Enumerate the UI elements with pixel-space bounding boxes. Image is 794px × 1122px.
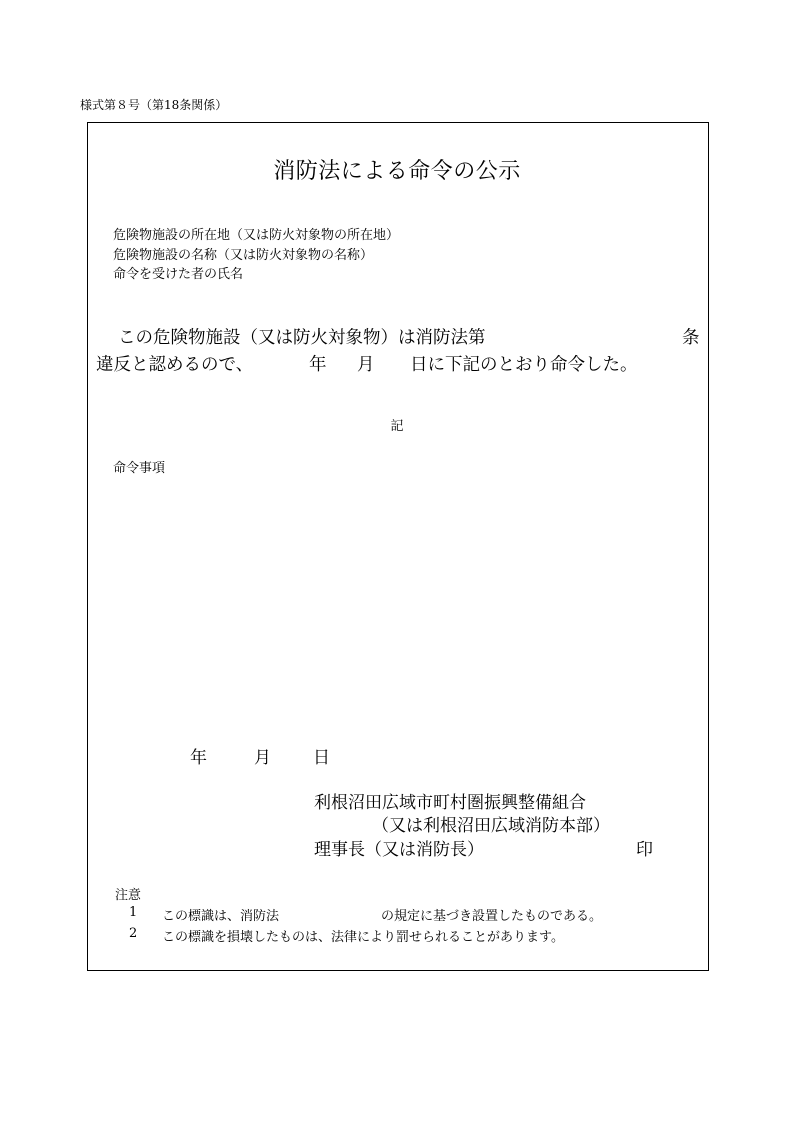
body-line2-year: 年: [309, 355, 327, 375]
body-line1-article: 条: [682, 328, 700, 348]
note-text: この標識を損壊したものは、法律により罰せられることがあります。: [162, 930, 564, 945]
date-month: 月: [254, 748, 271, 768]
ki-marker: 記: [390, 419, 404, 434]
notes-heading: 注意: [115, 888, 142, 903]
form-number: 様式第８号（第18条関係）: [80, 98, 228, 112]
field-name-label: 危険物施設の名称（又は防火対象物の名称）: [113, 248, 374, 263]
date-year: 年: [190, 748, 207, 768]
issuer-organization: 利根沼田広域市町村圏振興整備組合: [314, 793, 586, 813]
date-day: 日: [313, 748, 330, 768]
body-line2-prefix: 違反と認めるので、: [96, 355, 254, 375]
field-recipient-label: 命令を受けた者の氏名: [113, 267, 244, 282]
body-line2-day-suffix: 日に下記のとおり命令した。: [410, 355, 638, 375]
issuer-title: 理事長（又は消防長）: [314, 840, 484, 860]
note-number: 2: [129, 926, 138, 941]
body-line2-month: 月: [357, 355, 375, 375]
note-text-continued: の規定に基づき設置したものである。: [381, 909, 603, 924]
notice-title: 消防法による命令の公示: [273, 159, 521, 184]
seal-mark: 印: [636, 840, 653, 860]
note-number: 1: [129, 905, 138, 920]
note-text: この標識は、消防法: [162, 909, 280, 924]
order-items-label: 命令事項: [113, 461, 166, 476]
issuer-alt-organization: （又は利根沼田広域消防本部）: [372, 816, 610, 836]
field-location-label: 危険物施設の所在地（又は防火対象物の所在地）: [113, 228, 400, 243]
body-line1-start: この危険物施設（又は防火対象物）は消防法第: [118, 328, 486, 348]
